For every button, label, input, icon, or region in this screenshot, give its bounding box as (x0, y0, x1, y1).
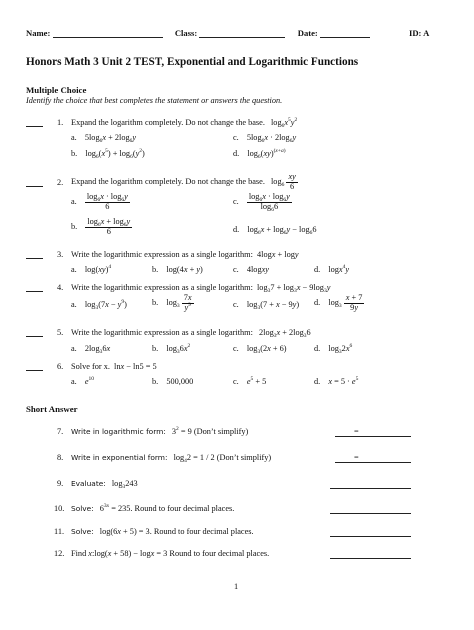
mc-instructions: Identify the choice that best completes the statement or answers the question. (26, 96, 283, 105)
q3-blank[interactable] (26, 250, 43, 259)
q11-prompt: Solve: log(6x + 5) = 3. Round to four decimal places. (71, 527, 254, 536)
q10-answer-line[interactable] (330, 513, 411, 514)
q7-number: 7. (57, 427, 64, 436)
q6-text: Solve for x. (71, 362, 110, 371)
q2-choice-c[interactable]: c. $\frac{\log_6x \cdot \log_6y}{\log_66}$ (233, 192, 290, 213)
class-field[interactable] (199, 37, 285, 38)
q2-choice-a[interactable]: a. $\frac{\log_6x \cdot \log_6y}{6}$ (71, 192, 128, 211)
q7-text: Write in logarithmic form: (71, 427, 166, 436)
class-label: Class: (174, 28, 198, 38)
q4-choice-a[interactable]: a. $\log_3(7x - y^9)$ (71, 299, 127, 311)
q12-number: 12. (54, 549, 65, 558)
q5-choice-c[interactable]: c. $\log_3(2x + 6)$ (233, 344, 287, 355)
q6-choice-c[interactable]: c. $e^5 + 5$ (233, 376, 267, 386)
page-number: 1 (234, 582, 239, 591)
q7-tail: (Don’t simplify) (193, 427, 249, 436)
date-field[interactable] (320, 37, 370, 38)
q10-number: 10. (54, 504, 65, 513)
page-title: Honors Math 3 Unit 2 TEST, Exponential and Logarithmic Functions (26, 56, 359, 68)
q7-answer-line[interactable] (335, 436, 411, 437)
q3-text: Write the logarithmic expression as a single logarithm: (71, 250, 253, 259)
q9-number: 9. (57, 479, 64, 488)
q3-choice-d[interactable]: d. logx$^4$y (314, 264, 350, 274)
id-label: ID: A (409, 28, 430, 38)
q4-choice-b[interactable]: b. $\log_3$ $\frac{7x}{y^9}$ (152, 293, 192, 312)
q5-choice-d[interactable]: d. $\log_32x^6$ (314, 343, 353, 355)
q5-prompt: Write the logarithmic expression as a single logarithm: $2\log_3x + 2\log_36$ (71, 328, 311, 339)
q3-choice-a[interactable]: a. log(xy)$^4$ (71, 264, 112, 274)
q10-text: Solve: (71, 504, 94, 513)
q5-blank[interactable] (26, 328, 43, 337)
q4-choice-d[interactable]: d. $\log_3$ $\frac{x + 7}{9y}$ (314, 293, 363, 312)
q4-blank[interactable] (26, 283, 43, 292)
q4-text: Write the logarithmic expression as a single logarithm: (71, 283, 253, 292)
q6-choice-d[interactable]: d. $x = 5 \cdot e^5$ (314, 376, 359, 386)
q1-prompt: Expand the logarithm completely. Do not change the base. $\log_6x^5y^2$ (71, 117, 298, 129)
q1-choice-c[interactable]: c. $5\log_6x \cdot 2\log_6y$ (233, 133, 297, 144)
q2-blank[interactable] (26, 178, 43, 187)
q1-choice-b[interactable]: b. $\log_6(x^5) + \log_6(y^2)$ (71, 148, 145, 160)
q7-equals: = (354, 427, 359, 436)
q6-number: 6. (57, 362, 64, 371)
q4-number: 4. (57, 283, 64, 292)
q12-text: Find (71, 549, 87, 558)
q12-prompt: Find x:log(x + 58) − logx = 3 Round to four decimal places. (71, 549, 270, 558)
q11-answer-line[interactable] (330, 536, 411, 537)
q6-choice-a[interactable]: a. $e^{10}$ (71, 376, 95, 386)
q8-answer-line[interactable] (335, 462, 411, 463)
q11-tail: . Round to four decimal places. (149, 527, 254, 536)
q6-choice-b[interactable]: b. 500,000 (152, 377, 194, 386)
q6-prompt: Solve for x. lnx − ln5 = 5 (71, 362, 157, 371)
q3-prompt: Write the logarithmic expression as a single logarithm: 4logx + logy (71, 250, 299, 259)
q5-number: 5. (57, 328, 64, 337)
q1-choice-d[interactable]: d. $\log_6(xy)^{(x+a)}$ (233, 148, 286, 160)
q9-text: Evaluate: (71, 479, 106, 488)
q5-choice-a[interactable]: a. $2\log_36x$ (71, 344, 111, 355)
q5-text: Write the logarithmic expression as a single logarithm: (71, 328, 253, 337)
q6-blank[interactable] (26, 362, 43, 371)
q11-number: 11. (54, 527, 65, 536)
q3-choice-c[interactable]: c. 4logxy (233, 265, 269, 274)
q1-choice-a[interactable]: a. $5\log_6x + 2\log_6y$ (71, 133, 137, 144)
q3-number: 3. (57, 250, 64, 259)
q2-choice-d[interactable]: d. $\log_6x + \log_6y - \log_66$ (233, 225, 317, 236)
q4-choice-c[interactable]: c. $\log_3(7 + x - 9y)$ (233, 300, 300, 311)
q8-text: Write in exponential form: (71, 453, 168, 462)
q2-number: 2. (57, 178, 64, 187)
sa-heading: Short Answer (26, 404, 78, 414)
q8-number: 8. (57, 453, 64, 462)
name-label: Name: (26, 28, 51, 38)
q11-text: Solve: (71, 527, 94, 536)
q2-choice-b[interactable]: b. $\frac{\log_6x + \log_6y}{6}$ (71, 217, 131, 236)
q12-tail: Round to four decimal places. (169, 549, 270, 558)
q8-prompt: Write in exponential form: $\log_42 = 1 / 2$ (Don’t simplify) (71, 453, 272, 464)
q5-choice-b[interactable]: b. $\log_36x^2$ (152, 343, 191, 355)
q7-prompt: Write in logarithmic form: $3^2 = 9$ (Don’t simplify) (71, 426, 249, 436)
q8-equals: = (354, 453, 359, 462)
date-label: Date: (297, 28, 318, 38)
q1-number: 1. (57, 118, 64, 127)
q1-blank[interactable] (26, 118, 43, 127)
q3-choice-b[interactable]: b. log(4x + y) (152, 265, 203, 274)
q12-answer-line[interactable] (330, 558, 411, 559)
q4-prompt: Write the logarithmic expression as a single logarithm: $\log_37 + \log_3x - 9\log_3y$ (71, 283, 331, 294)
q9-answer-line[interactable] (330, 488, 411, 489)
q2-prompt: Expand the logarithm completely. Do not change the base. $\log_6$ $\frac{xy}{6}$ (71, 172, 296, 191)
q2-text: Expand the logarithm completely. Do not change the base. (71, 177, 265, 187)
header-row (26, 28, 370, 38)
q10-tail: . Round to four decimal places. (130, 504, 235, 513)
q1-text: Expand the logarithm completely. Do not change the base. (71, 118, 265, 127)
name-field[interactable] (53, 37, 163, 38)
q8-tail: (Don’t simplify) (216, 453, 272, 462)
q9-prompt: Evaluate: $\log_3243$ (71, 479, 138, 490)
q10-prompt: Solve: $6^{3x} = 235$. Round to four decimal places. (71, 503, 235, 513)
mc-heading: Multiple Choice (26, 85, 87, 95)
